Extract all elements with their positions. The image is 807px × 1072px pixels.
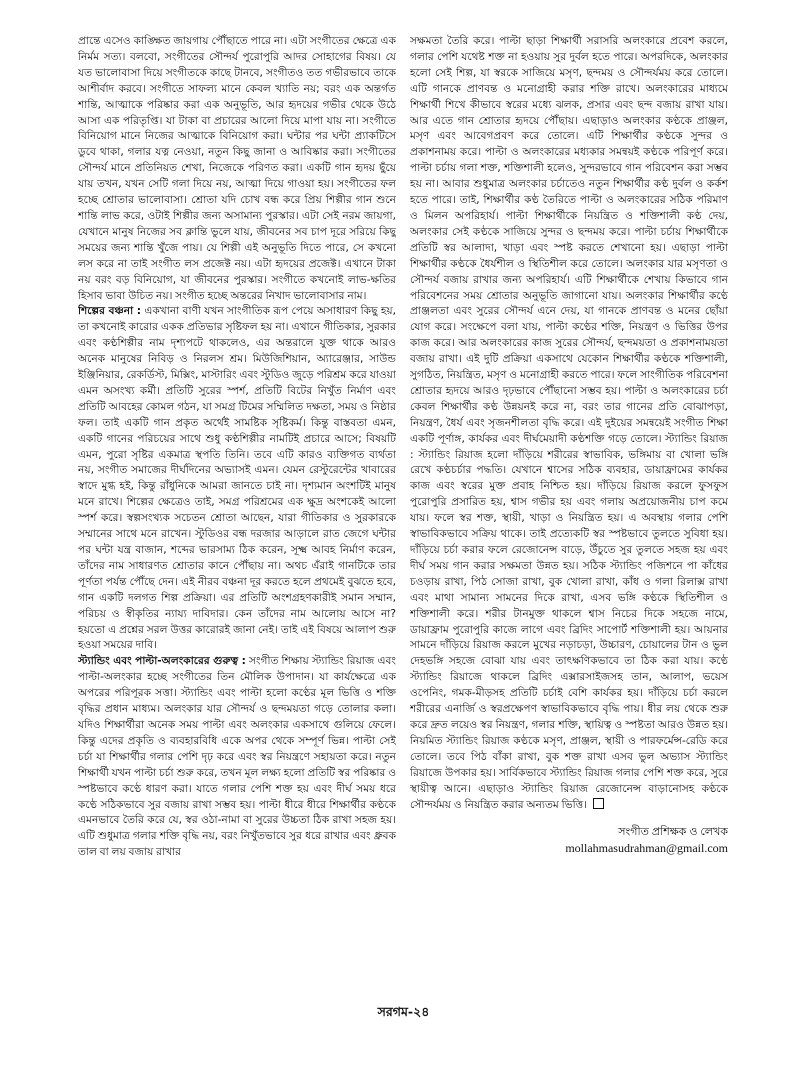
column-right <box>410 34 728 944</box>
author-email: mollahmasudrahman@gmail.com <box>565 841 728 856</box>
paragraph-text: সক্ষমতা তৈরি করে। পাল্টা ছাড়া শিক্ষার্থী সরাসরি অলংকারে প্রবেশ করলে, গলার পেশি যথেষ্ট শক্ত না হওয়ায় সুর দুর্বল হতে পারে। অপরদিকে, অলংকার হলো সেই শিল্প, যা স্বরকে সাজিয়ে মসৃণ, ছন্দময় ও সৌন্দর্যময় করে তোলে। এটি গানকে প্রাণবন্ত ও মনোগ্রাহী করার শক্তি রাখে। অলংকারের মাধ্যমে শিক্ষার্থী শিখে কীভাবে স্বরের মধ্যে ঝলক, প্রসার এবং ছন্দ বজায় রাখা যায়। আর এতে গান শ্রোতার হৃদয়ে পৌঁছায়। এছাড়াও অলংকার কণ্ঠকে প্রাঞ্জল, মসৃণ এবং আবেগপ্রবণ করে তোলে। এটি শিক্ষার্থীর কণ্ঠকে সুন্দর ও প্রকাশনাময় করে। পাল্টা ও অলংকারের মধ্যকার সমন্বয়ই কণ্ঠকে পরিপূর্ণ করে। পাল্টা চর্চায় গলা শক্ত, শক্তিশালী হলেও, সুন্দরভাবে গান পরিবেশন করা সম্ভব হয় না। আবার শুধুমাত্র অলংকার চর্চাতেও নতুন শিক্ষার্থীর কণ্ঠ দুর্বল ও কর্কশ হতে পারে। তাই, শিক্ষার্থীর কণ্ঠ তৈরিতে পাল্টা ও অলংকারের সঠিক পরিমাণ ও মিলন অপরিহার্য। পাল্টা শিক্ষার্থীকে নিয়ন্ত্রিত ও শক্তিশালী কণ্ঠ দেয়, অলংকার সেই কণ্ঠকে সাজিয়ে সুন্দর ও ছন্দময় করে। পাল্টা চর্চায় শিক্ষার্থীকে প্রতিটি স্বর আলাদা, খাড়া এবং স্পষ্ট করতে শেখানো হয়। এছাড়া পাল্টা শিক্ষার্থীর কণ্ঠকে ধৈর্যশীল ও স্থিতিশীল করে তোলে। অলংকার যার মসৃণতা ও সৌন্দর্য বজায় রাখার জন্য অপরিহার্য। এটি শিক্ষার্থীকে শেখায় কিভাবে গান পরিবেশনের সময় শ্রোতার অনুভূতি জাগানো যায়। অলংকার শিক্ষার্থীর কণ্ঠে প্রাঞ্জলতা এবং সুরের সৌন্দর্য এনে দেয়, যা গানকে প্রাণবন্ত ও মনের ছোঁয়া যোগ করে। সংক্ষেপে বলা যায়, পাল্টা কণ্ঠের শক্তি, নিয়ন্ত্রণ ও ভিত্তির উপর কাজ করে। আর অলংকারের কাজ সুরের সৌন্দর্য, ছন্দময়তা ও প্রকাশনাময়তা বজায় রাখা। এই দুটি প্রক্রিয়া একসাথে যেকোন শিক্ষার্থীর কণ্ঠকে শক্তিশালী, সুগঠিত, নিয়ন্ত্রিত, মসৃণ ও মনোগ্রাহী করতে পারে। ফলে সাংগীতিক পরিবেশনা শ্রোতার হৃদয়ে আরও দৃঢ়ভাবে পৌঁছানো সম্ভব হয়। পাল্টা ও অলংকারের চর্চা কেবল শিক্ষার্থীর কণ্ঠ উন্নয়নই করে না, বরং তার গানের প্রতি বোঝাপড়া, নিয়ন্ত্রণ, ধৈর্য এবং সৃজনশীলতা বৃদ্ধি করে। এই দুইয়ের সমন্বয়েই সংগীত শিক্ষা একটি পূর্ণাঙ্গ, কার্যকর এবং দীর্ঘমেয়াদী কণ্ঠশক্তি গড়ে তোলে। স্ট্যান্ডিং রিয়াজ : স্ট্যান্ডিং রিয়াজ হলো দাঁড়িয়ে শরীরের স্বাভাবিক, ভঙ্গিমায় বা খোলা ভঙ্গি রেখে কণ্ঠচর্চার পদ্ধতি। যেখানে শ্বাসের সঠিক ব্যবহার, ডায়াফ্রামের কার্যকর কাজ এবং স্বরের মুক্ত প্রবাহ নিশ্চিত হয়। দাঁড়িয়ে রিয়াজ করলে ফুসফুস পুরোপুরি প্রসারিত হয়, শ্বাস গভীর হয় এবং গলায় অপ্রয়োজনীয় চাপ কমে যায়। ফলে স্বর শক্ত, স্থায়ী, খাড়া ও নিয়ন্ত্রিত হয়। এ অবস্থায় গলার পেশি স্বাভাবিকভাবে সক্রিয় থাকে। তাই প্রত্যেকটি স্বর স্পষ্টভাবে তুলতে সুবিধা হয়। দাঁড়িয়ে চর্চা করার ফলে রেজোনেন্স বাড়ে, উঁচুতে সুর তুলতে সহজ হয় এবং দীর্ঘ সময় গান করার সক্ষমতা উন্নত হয়। সঠিক স্ট্যান্ডিং পজিশনে পা কাঁধের চওড়ায় রাখা, পিঠ সোজা রাখা, বুক খোলা রাখা, কাঁধ ও গলা রিলাক্স রাখা এবং মাথা সামান্য সামনের দিকে রাখা, এসব ভঙ্গি কণ্ঠকে স্থিতিশীল ও শক্তিশালী করে। শরীর টানমুক্ত থাকলে শ্বাস নিচের দিকে সহজে নামে, ডায়াফ্রাম পুরোপুরি কাজে লাগে এবং ব্রিদিং সাপোর্ট শক্তিশালী হয়। আয়নার সামনে দাঁড়িয়ে রিয়াজ করলে মুখের নড়াচড়া, উচ্চারণ, চোয়ালের টান ও ভুল দেহভঙ্গি সহজে বোঝা যায় এবং তাৎক্ষণিকভাবে তা ঠিক করা যায়। কণ্ঠে স্ট্যান্ডিং রিয়াজে থাকলে ব্রিদিং এক্সারসাইজসহ তান, আলাপ, ভয়েস ওপেনিং, গমক-মীড়সহ প্রতিটি চর্চাই বেশি কার্যকর হয়। দাঁড়িয়ে চর্চা করলে শরীরের এনার্জি ও স্বরপ্রক্ষেপণ স্বাভাবিকভাবে বৃদ্ধি পায়। ধীর লয় থেকে শুরু করে দ্রুত লয়েও স্বর নিয়ন্ত্রণ, গলার শক্তি, স্থায়িত্ব ও স্পষ্টতা আরও উন্নত হয়। নিয়মিত স্ট্যান্ডিং রিয়াজ কণ্ঠকে মসৃণ, প্রাঞ্জল, স্থায়ী ও পারফর্মেন্স-রেডি করে তোলে। তবে পিঠ বাঁকা রাখা, বুক শক্ত রাখা এসব ভুল অভ্যাস স্ট্যান্ডিং রিয়াজে উপকার হয়। সার্বিকভাবে স্ট্যান্ডিং রিয়াজ গলার পেশি শক্ত করে, সুরে স্থায়ীত্ব আনে। এছাড়াও স্ট্যান্ডিং রিয়াজ রেজোনেন্স বাড়ানোসহ কণ্ঠকে সৌন্দর্যময় ও নিয়ন্ত্রিত করার অন্যতম ভিত্তি। <box>410 35 728 811</box>
column-left <box>78 34 396 944</box>
paragraph-music-success: প্রান্তে এসেও কাঙ্ক্ষিত জায়গায় পৌঁছাতে পারে না। এটা সংগীতের ক্ষেত্রে এক নির্মম সত্য। বলবো, সংগীতের সৌন্দর্য পুরোপুরি আদর সোহাগের বিষয়। যে যত ভালোবাসা দিয়ে সংগীতকে কাছে টানবে, সংগীতও তত গভীরভাবে তাকে আশীর্বাদ করবে। সংগীতে সাফল্য মানে কেবল খ্যাতি নয়; বরং এক অন্তর্গত শান্তি, আত্মাকে পরিষ্কার করা এক অনুভূতি, আর হৃদয়ের গভীর থেকে উঠে আসা এক পরিতৃপ্তি। যা টাকা বা প্রচারের আলো দিয়ে মাপা যায় না। সংগীতে বিনিয়োগ মানে নিজের আত্মাকে বিনিয়োগ করা। ঘন্টার পর ঘন্টা প্র্যাকটিসে ডুবে থাকা, গলার যত্ন নেওয়া, নতুন কিছু জানা ও আবিষ্কার করা। সংগীতের সৌন্দর্য মানে প্রতিনিয়ত শেখা, নিজেকে পরিণত করা। একটি গান হৃদয় ছুঁয়ে যায় তখন, যখন সেটি গলা দিয়ে নয়, আত্মা দিয়ে গাওয়া হয়। সংগীতের ফল হচ্ছে শ্রোতার ভালোবাসা। শ্রোতা যদি চোখ বন্ধ করে প্রিয় শিল্পীর গান শুনে শান্তি লাভ করে, ওটাই শিল্পীর জন্য অসামান্য পুরস্কার। এটা সেই নরম জায়গা, যেখানে মানুষ নিজের সব ক্লান্তি ভুলে যায়, জীবনের সব চাপ দূরে সরিয়ে কিছু সময়ের জন্য শান্তি খুঁজে পায়। যে শিল্পী এই অনুভূতি দিতে পারে, সে কখনো লস করে না তাই সংগীত লস প্রজেক্ট নয়। এটা হৃদয়ের প্রজেক্ট। এখানে টাকা নয় বরং বড় বিনিয়োগ, যা জীবনের পুরস্কার। সংগীতে কখনোই লাভ-ক্ষতির হিসাব ভাবা উচিত নয়। সংগীত হচ্ছে অন্তরের নিখাদ ভালোবাসার নাম। <box>78 35 396 302</box>
page-number: সরগম-২৪ <box>377 1004 430 1019</box>
end-mark-icon <box>593 798 604 809</box>
paragraph-text: সংগীত শিক্ষায় স্ট্যান্ডিং রিয়াজ এবং পাল্টা-অলংকার হচ্ছে সংগীতের তিন মৌলিক উপাদান। যা কার্যক্ষেত্রে এক অপরের পরিপূরক সত্তা। স্ট্যান্ডিং এবং পাল্টা হলো কণ্ঠের মূল ভিত্তি ও শক্তি বৃদ্ধির প্রধান মাধ্যম। অলংকার যার সৌন্দর্য ও ছন্দময়তা গড়ে তোলার কলা। যদিও শিক্ষার্থীরা অনেক সময় পাল্টা এবং অলংকার একসাথে গুলিয়ে ফেলে। কিন্তু এদের প্রকৃতি ও ব্যবহারবিধি একে অপর থেকে সম্পূর্ণ ভিন্ন। পাল্টা সেই চর্চা যা শিক্ষার্থীর গলার পেশি দৃঢ় করে এবং স্বর নিয়ন্ত্রণে সহায়তা করে। নতুন শিক্ষার্থী যখন পাল্টা চর্চা শুরু করে, তখন মূল লক্ষ্য হলো প্রতিটি স্বর পরিষ্কার ও স্পষ্টভাবে কণ্ঠে ধারণ করা। যাতে গলার পেশি শক্ত হয় এবং দীর্ঘ সময় ধরে কণ্ঠে সঠিকভাবে সুর বজায় রাখা সম্ভব হয়। পাল্টা ধীরে ধীরে শিক্ষার্থীর কণ্ঠকে এমনভাবে তৈরি করে যে, স্বর ওঠা-নামা বা সুরের উচ্চতা ঠিক রাখা সহজ হয়। এটি শুধুমাত্র গলার শক্তি বৃদ্ধি নয়, বরং নিখুঁতভাবে সুর ধরে রাখার এবং ধ্রুবক তাল বা লয় বজায় রাখার <box>78 655 396 859</box>
author-signature <box>410 823 728 857</box>
author-role: সংগীত প্রশিক্ষক ও লেখক <box>618 825 728 839</box>
paragraph-palta-alankar <box>410 34 728 813</box>
paragraph-standing-palta <box>78 654 396 861</box>
section-heading-standing-palta: স্ট্যান্ডিং এবং পাল্টা-অলংকারের গুরুত্ব : <box>78 655 246 668</box>
section-heading-art-deprivation: শিল্পের বঞ্চনা : <box>78 305 142 318</box>
article-body <box>78 34 728 944</box>
paragraph-text: একখানা বাণী যখন সাংগীতিক রূপ পেয়ে অসাধারণ কিছু হয়, তা কখনোই কারোর একক প্রতিভার সৃষ্টিফল হয় না। এখানে গীতিকার, সুরকার এবং কণ্ঠশিল্পীর নাম দৃশ্যপটে থাকলেও, এর অন্তরালে যুক্ত থাকে আরও অনেক মানুষের নিবিড় ও নিরলস শ্রম। মিউজিশিয়ান, অ্যারেঞ্জার, সাউন্ড ইঞ্জিনিয়ার, রেকর্ডিস্ট, মিক্সিং, মাস্টারিং এবং স্টুডিও জুড়ে পরিশ্রম করে যাওয়া এমন অসংখ্য কর্মী। প্রতিটি সুরের স্পর্শ, প্রতিটি বিটের নিখুঁত নির্মাণ এবং প্রতিটি আবহের কোমল গঠন, যা সমগ্র টিমের সম্মিলিত দক্ষতা, সময় ও নিষ্ঠার ফল। তাই একটি গান প্রকৃত অর্থেই সামষ্টিক সৃষ্টিকর্ম। কিন্তু বাস্তবতা এমন, একটি গানের পরিচয়ের সাথে শুধু কণ্ঠশিল্পীর নামটিই প্রচারে আসে; বিষয়টি এমন, পুরো সৃষ্টির একমাত্র স্থপতি তিনি। তবে এটি কারও ব্যক্তিগত ব্যর্থতা নয়, সংগীত সমাজের দীর্ঘদিনের অভ্যাসই এমন। যেমন রেস্টুরেন্টের খাবারের স্বাদে মুগ্ধ হই, কিন্তু রাঁধুনিকে আমরা জানতে চাই না। দৃশ্যমান অংশটিই মানুষ মনে রাখে। শিল্পের ক্ষেত্রেও তাই, সমগ্র পরিশ্রমের এক ক্ষুদ্র অংশকেই আলো স্পর্শ করে। স্বল্পসংখ্যক সচেতন শ্রোতা আছেন, যারা গীতিকার ও সুরকারকে সম্মানের সাথে মনে রাখেন। স্টুডিওর বন্ধ দরজার আড়ালে রাত জেগে ঘন্টার পর ঘন্টা যন্ত্র বাজান, শব্দের ভারসাম্য ঠিক করেন, সূক্ষ্ম আবহ নির্মাণ করেন, তাঁদের নাম সাধারণত শ্রোতার কানে পৌঁছায় না। অথচ এঁরাই গানটিকে তার পূর্ণতা পর্যন্ত পৌঁছে দেন। এই নীরব বঞ্চনা দূর করতে হলে প্রথমেই বুঝতে হবে, গান একটি দলগত শিল্প প্রক্রিয়া। এর প্রতিটি অংশগ্রহণকারীই সমান সম্মান, পরিচয় ও স্বীকৃতির ন্যায্য দাবিদার। কেন তাঁদের নাম আলোয় আসে না? হয়তো এ প্রশ্নের সরল উত্তর কারোরই জানা নেই। তাই এই বিষয়ে আলাপ শুরু হওয়া সময়ের দাবি। <box>78 305 396 652</box>
paragraph-art-deprivation <box>78 304 396 654</box>
